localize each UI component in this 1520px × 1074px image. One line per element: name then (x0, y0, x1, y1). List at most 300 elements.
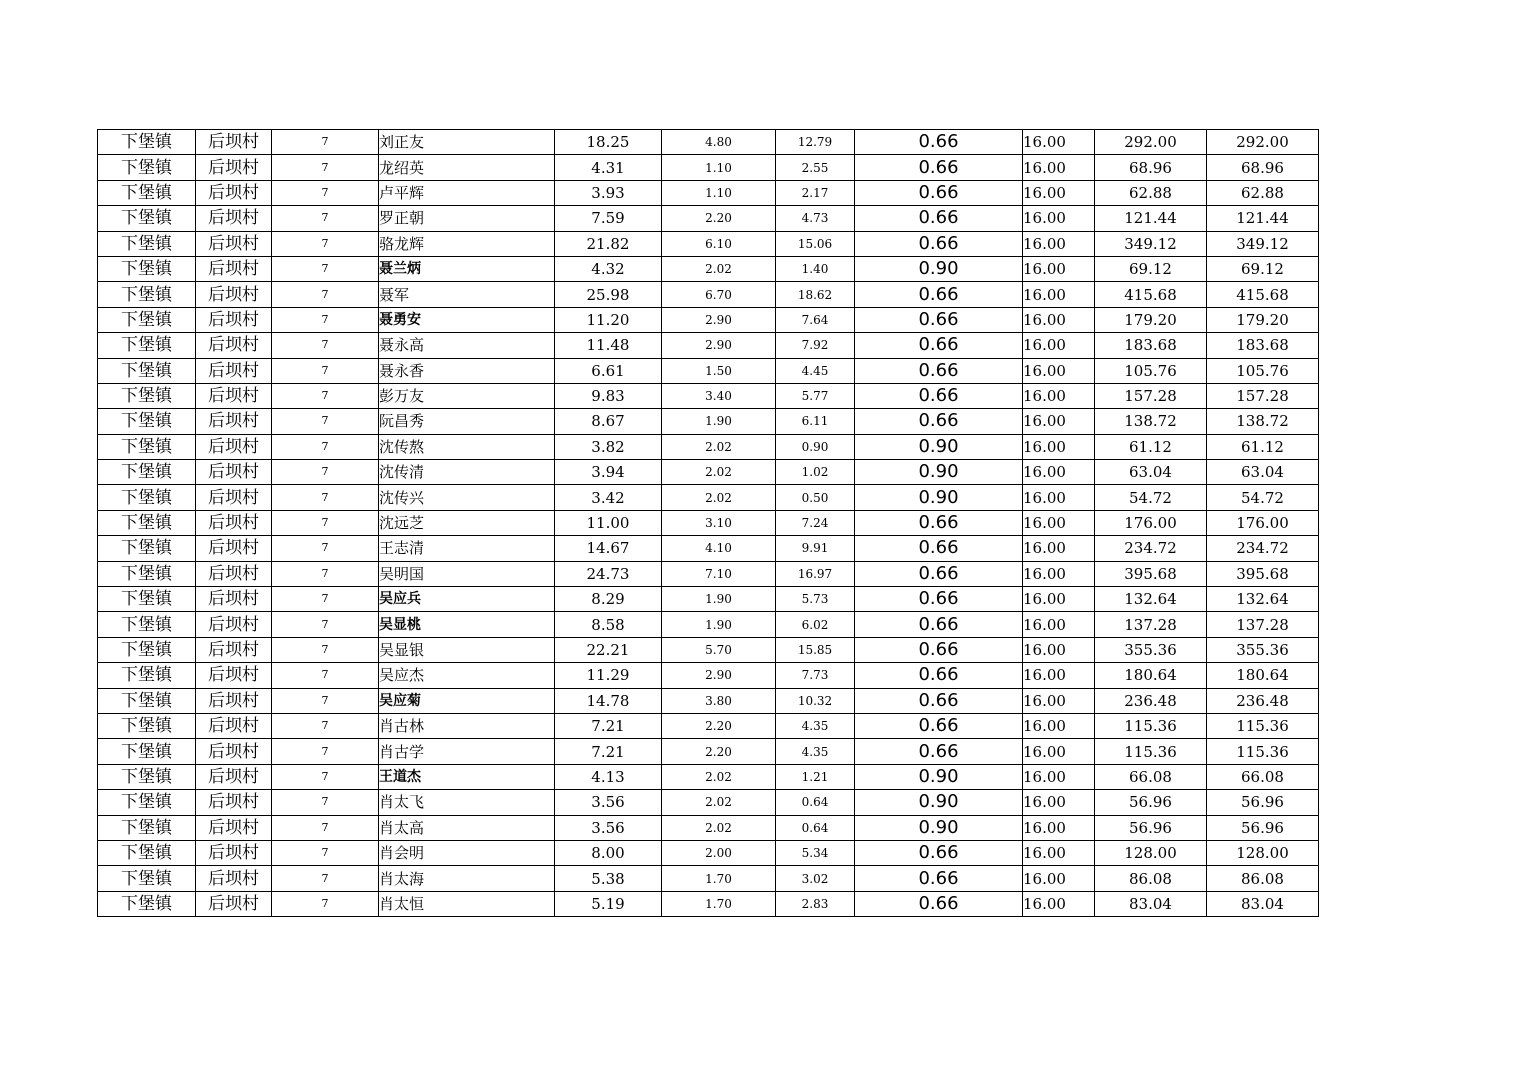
cell-village: 后坝村 (196, 409, 272, 434)
cell-value-1: 21.82 (555, 231, 662, 256)
cell-village: 后坝村 (196, 231, 272, 256)
cell-value-2: 1.70 (662, 866, 776, 891)
table-row (98, 333, 1319, 358)
table-row (98, 815, 1319, 840)
cell-value-4: 0.66 (855, 282, 1023, 307)
table-row (98, 866, 1319, 891)
cell-value-4: 0.66 (855, 231, 1023, 256)
cell-value-3: 7.73 (776, 663, 855, 688)
cell-village: 后坝村 (196, 840, 272, 865)
cell-town: 下堡镇 (98, 713, 196, 738)
cell-value-1: 3.56 (555, 815, 662, 840)
table-row (98, 764, 1319, 789)
cell-value-5: 16.00 (1023, 434, 1095, 459)
cell-town: 下堡镇 (98, 333, 196, 358)
cell-village: 后坝村 (196, 891, 272, 916)
cell-value-1: 18.25 (555, 130, 662, 155)
cell-village: 后坝村 (196, 510, 272, 535)
cell-group: 7 (272, 587, 379, 612)
cell-group: 7 (272, 663, 379, 688)
cell-name: 王道杰 (379, 764, 555, 789)
cell-value-3: 0.64 (776, 815, 855, 840)
cell-name: 聂军 (379, 282, 555, 307)
cell-value-2: 2.02 (662, 434, 776, 459)
cell-town: 下堡镇 (98, 383, 196, 408)
cell-value-5: 16.00 (1023, 713, 1095, 738)
cell-group: 7 (272, 510, 379, 535)
cell-value-6: 349.12 (1095, 231, 1207, 256)
cell-value-4: 0.66 (855, 561, 1023, 586)
cell-name: 彭万友 (379, 383, 555, 408)
table-row (98, 256, 1319, 281)
cell-value-1: 9.83 (555, 383, 662, 408)
cell-value-7: 54.72 (1207, 485, 1319, 510)
cell-value-1: 11.48 (555, 333, 662, 358)
cell-value-1: 11.20 (555, 307, 662, 332)
cell-value-7: 176.00 (1207, 510, 1319, 535)
cell-value-7: 292.00 (1207, 130, 1319, 155)
cell-value-3: 0.64 (776, 790, 855, 815)
cell-value-6: 180.64 (1095, 663, 1207, 688)
cell-value-2: 6.70 (662, 282, 776, 307)
cell-name: 吴明国 (379, 561, 555, 586)
cell-value-6: 355.36 (1095, 637, 1207, 662)
cell-value-4: 0.66 (855, 739, 1023, 764)
cell-value-5: 16.00 (1023, 180, 1095, 205)
cell-name: 骆龙辉 (379, 231, 555, 256)
cell-value-2: 1.90 (662, 587, 776, 612)
cell-value-2: 1.10 (662, 180, 776, 205)
cell-value-6: 292.00 (1095, 130, 1207, 155)
cell-value-1: 3.93 (555, 180, 662, 205)
cell-value-6: 236.48 (1095, 688, 1207, 713)
cell-value-6: 115.36 (1095, 739, 1207, 764)
cell-value-7: 56.96 (1207, 790, 1319, 815)
cell-value-5: 16.00 (1023, 155, 1095, 180)
cell-value-5: 16.00 (1023, 612, 1095, 637)
cell-value-6: 132.64 (1095, 587, 1207, 612)
cell-value-2: 4.80 (662, 130, 776, 155)
cell-name: 卢平辉 (379, 180, 555, 205)
cell-value-5: 16.00 (1023, 891, 1095, 916)
cell-value-3: 3.02 (776, 866, 855, 891)
cell-value-3: 2.17 (776, 180, 855, 205)
cell-village: 后坝村 (196, 587, 272, 612)
cell-name: 沈传兴 (379, 485, 555, 510)
cell-value-1: 25.98 (555, 282, 662, 307)
cell-name: 聂永高 (379, 333, 555, 358)
cell-value-4: 0.66 (855, 409, 1023, 434)
cell-value-7: 180.64 (1207, 663, 1319, 688)
cell-value-4: 0.90 (855, 764, 1023, 789)
cell-value-1: 3.94 (555, 460, 662, 485)
cell-group: 7 (272, 155, 379, 180)
cell-town: 下堡镇 (98, 637, 196, 662)
cell-name: 王志清 (379, 536, 555, 561)
cell-value-4: 0.66 (855, 663, 1023, 688)
cell-value-4: 0.90 (855, 256, 1023, 281)
table-row (98, 536, 1319, 561)
cell-value-5: 16.00 (1023, 358, 1095, 383)
cell-name: 龙绍英 (379, 155, 555, 180)
cell-name: 吴应菊 (379, 688, 555, 713)
cell-village: 后坝村 (196, 536, 272, 561)
cell-value-1: 4.13 (555, 764, 662, 789)
cell-group: 7 (272, 866, 379, 891)
cell-value-7: 138.72 (1207, 409, 1319, 434)
table-row (98, 587, 1319, 612)
cell-value-6: 157.28 (1095, 383, 1207, 408)
cell-value-1: 6.61 (555, 358, 662, 383)
cell-value-6: 395.68 (1095, 561, 1207, 586)
cell-value-3: 0.50 (776, 485, 855, 510)
cell-town: 下堡镇 (98, 256, 196, 281)
cell-value-5: 16.00 (1023, 637, 1095, 662)
cell-value-3: 7.24 (776, 510, 855, 535)
cell-village: 后坝村 (196, 790, 272, 815)
cell-value-6: 56.96 (1095, 815, 1207, 840)
cell-value-5: 16.00 (1023, 790, 1095, 815)
cell-town: 下堡镇 (98, 688, 196, 713)
cell-value-2: 2.00 (662, 840, 776, 865)
cell-village: 后坝村 (196, 383, 272, 408)
cell-village: 后坝村 (196, 561, 272, 586)
cell-value-3: 0.90 (776, 434, 855, 459)
cell-value-5: 16.00 (1023, 383, 1095, 408)
cell-value-3: 2.83 (776, 891, 855, 916)
cell-name: 肖太飞 (379, 790, 555, 815)
cell-village: 后坝村 (196, 256, 272, 281)
cell-value-7: 157.28 (1207, 383, 1319, 408)
cell-value-6: 137.28 (1095, 612, 1207, 637)
cell-value-7: 236.48 (1207, 688, 1319, 713)
cell-value-3: 4.73 (776, 206, 855, 231)
cell-value-5: 16.00 (1023, 866, 1095, 891)
cell-value-3: 12.79 (776, 130, 855, 155)
cell-value-3: 4.45 (776, 358, 855, 383)
cell-town: 下堡镇 (98, 155, 196, 180)
cell-town: 下堡镇 (98, 561, 196, 586)
cell-value-2: 1.50 (662, 358, 776, 383)
cell-value-6: 415.68 (1095, 282, 1207, 307)
cell-value-7: 132.64 (1207, 587, 1319, 612)
cell-town: 下堡镇 (98, 358, 196, 383)
cell-value-7: 61.12 (1207, 434, 1319, 459)
cell-value-2: 6.10 (662, 231, 776, 256)
cell-value-5: 16.00 (1023, 739, 1095, 764)
cell-name: 罗正朝 (379, 206, 555, 231)
cell-group: 7 (272, 409, 379, 434)
cell-value-6: 121.44 (1095, 206, 1207, 231)
cell-value-6: 54.72 (1095, 485, 1207, 510)
cell-village: 后坝村 (196, 815, 272, 840)
cell-value-5: 16.00 (1023, 130, 1095, 155)
cell-town: 下堡镇 (98, 612, 196, 637)
cell-value-4: 0.66 (855, 536, 1023, 561)
cell-value-7: 115.36 (1207, 713, 1319, 738)
cell-value-1: 7.21 (555, 713, 662, 738)
cell-name: 沈远芝 (379, 510, 555, 535)
cell-value-1: 8.29 (555, 587, 662, 612)
cell-value-7: 69.12 (1207, 256, 1319, 281)
cell-value-1: 3.82 (555, 434, 662, 459)
cell-town: 下堡镇 (98, 587, 196, 612)
cell-town: 下堡镇 (98, 840, 196, 865)
cell-value-7: 183.68 (1207, 333, 1319, 358)
cell-value-4: 0.66 (855, 866, 1023, 891)
cell-value-5: 16.00 (1023, 333, 1095, 358)
cell-value-5: 16.00 (1023, 409, 1095, 434)
cell-value-2: 3.80 (662, 688, 776, 713)
cell-town: 下堡镇 (98, 536, 196, 561)
table-row (98, 739, 1319, 764)
cell-value-4: 0.66 (855, 383, 1023, 408)
cell-value-6: 234.72 (1095, 536, 1207, 561)
table-row (98, 460, 1319, 485)
cell-village: 后坝村 (196, 866, 272, 891)
cell-value-5: 16.00 (1023, 485, 1095, 510)
cell-group: 7 (272, 333, 379, 358)
cell-value-1: 4.31 (555, 155, 662, 180)
cell-name: 聂永香 (379, 358, 555, 383)
table-row (98, 307, 1319, 332)
cell-value-7: 63.04 (1207, 460, 1319, 485)
cell-value-2: 2.02 (662, 790, 776, 815)
table-row (98, 840, 1319, 865)
data-table (97, 129, 1319, 917)
cell-value-4: 0.90 (855, 815, 1023, 840)
cell-value-2: 1.70 (662, 891, 776, 916)
cell-value-4: 0.66 (855, 130, 1023, 155)
cell-value-1: 8.00 (555, 840, 662, 865)
table-row (98, 612, 1319, 637)
cell-value-5: 16.00 (1023, 307, 1095, 332)
cell-name: 肖太海 (379, 866, 555, 891)
cell-group: 7 (272, 561, 379, 586)
cell-value-4: 0.66 (855, 206, 1023, 231)
cell-value-3: 10.32 (776, 688, 855, 713)
cell-value-2: 3.10 (662, 510, 776, 535)
cell-value-1: 22.21 (555, 637, 662, 662)
cell-value-1: 14.67 (555, 536, 662, 561)
cell-value-3: 16.97 (776, 561, 855, 586)
cell-value-5: 16.00 (1023, 840, 1095, 865)
cell-name: 沈传清 (379, 460, 555, 485)
cell-value-1: 11.29 (555, 663, 662, 688)
cell-value-4: 0.66 (855, 307, 1023, 332)
cell-town: 下堡镇 (98, 790, 196, 815)
cell-town: 下堡镇 (98, 409, 196, 434)
cell-group: 7 (272, 256, 379, 281)
cell-group: 7 (272, 637, 379, 662)
cell-group: 7 (272, 764, 379, 789)
cell-village: 后坝村 (196, 206, 272, 231)
cell-town: 下堡镇 (98, 231, 196, 256)
cell-town: 下堡镇 (98, 764, 196, 789)
table-row (98, 485, 1319, 510)
cell-value-5: 16.00 (1023, 206, 1095, 231)
cell-village: 后坝村 (196, 358, 272, 383)
cell-value-2: 1.10 (662, 155, 776, 180)
cell-value-4: 0.66 (855, 358, 1023, 383)
cell-value-2: 2.90 (662, 333, 776, 358)
cell-value-2: 7.10 (662, 561, 776, 586)
cell-value-6: 69.12 (1095, 256, 1207, 281)
cell-value-6: 115.36 (1095, 713, 1207, 738)
cell-value-4: 0.66 (855, 637, 1023, 662)
cell-value-3: 6.02 (776, 612, 855, 637)
cell-value-3: 1.21 (776, 764, 855, 789)
cell-group: 7 (272, 180, 379, 205)
cell-value-7: 121.44 (1207, 206, 1319, 231)
table-body (98, 130, 1319, 917)
cell-town: 下堡镇 (98, 866, 196, 891)
cell-group: 7 (272, 231, 379, 256)
cell-name: 沈传熬 (379, 434, 555, 459)
cell-name: 吴应杰 (379, 663, 555, 688)
cell-value-3: 9.91 (776, 536, 855, 561)
cell-value-6: 105.76 (1095, 358, 1207, 383)
table-row (98, 206, 1319, 231)
cell-value-4: 0.90 (855, 434, 1023, 459)
cell-value-7: 83.04 (1207, 891, 1319, 916)
cell-group: 7 (272, 307, 379, 332)
table-row (98, 790, 1319, 815)
cell-value-4: 0.66 (855, 713, 1023, 738)
cell-value-3: 7.92 (776, 333, 855, 358)
cell-value-6: 56.96 (1095, 790, 1207, 815)
cell-town: 下堡镇 (98, 663, 196, 688)
cell-name: 肖太恒 (379, 891, 555, 916)
cell-town: 下堡镇 (98, 307, 196, 332)
cell-value-2: 2.02 (662, 460, 776, 485)
cell-value-1: 7.21 (555, 739, 662, 764)
cell-village: 后坝村 (196, 485, 272, 510)
cell-value-1: 3.56 (555, 790, 662, 815)
cell-name: 肖古学 (379, 739, 555, 764)
cell-name: 肖会明 (379, 840, 555, 865)
cell-value-3: 6.11 (776, 409, 855, 434)
cell-value-2: 5.70 (662, 637, 776, 662)
cell-town: 下堡镇 (98, 739, 196, 764)
cell-name: 刘正友 (379, 130, 555, 155)
cell-group: 7 (272, 460, 379, 485)
cell-village: 后坝村 (196, 612, 272, 637)
cell-value-2: 3.40 (662, 383, 776, 408)
cell-value-6: 179.20 (1095, 307, 1207, 332)
cell-value-1: 8.67 (555, 409, 662, 434)
table-row (98, 561, 1319, 586)
cell-value-6: 176.00 (1095, 510, 1207, 535)
cell-value-6: 183.68 (1095, 333, 1207, 358)
cell-group: 7 (272, 739, 379, 764)
cell-town: 下堡镇 (98, 282, 196, 307)
cell-village: 后坝村 (196, 688, 272, 713)
cell-name: 吴应兵 (379, 587, 555, 612)
table-row (98, 409, 1319, 434)
table-row (98, 688, 1319, 713)
cell-value-6: 61.12 (1095, 434, 1207, 459)
cell-town: 下堡镇 (98, 206, 196, 231)
cell-name: 聂勇安 (379, 307, 555, 332)
cell-village: 后坝村 (196, 460, 272, 485)
cell-group: 7 (272, 536, 379, 561)
cell-value-5: 16.00 (1023, 256, 1095, 281)
cell-value-4: 0.66 (855, 180, 1023, 205)
table-row (98, 130, 1319, 155)
cell-name: 阮昌秀 (379, 409, 555, 434)
cell-group: 7 (272, 815, 379, 840)
cell-value-5: 16.00 (1023, 510, 1095, 535)
table-row (98, 282, 1319, 307)
cell-village: 后坝村 (196, 739, 272, 764)
cell-value-6: 66.08 (1095, 764, 1207, 789)
cell-value-2: 2.20 (662, 713, 776, 738)
cell-value-3: 5.34 (776, 840, 855, 865)
cell-value-7: 179.20 (1207, 307, 1319, 332)
cell-value-4: 0.66 (855, 333, 1023, 358)
cell-name: 吴显银 (379, 637, 555, 662)
cell-value-4: 0.66 (855, 688, 1023, 713)
cell-value-3: 7.64 (776, 307, 855, 332)
cell-village: 后坝村 (196, 713, 272, 738)
cell-town: 下堡镇 (98, 180, 196, 205)
cell-value-6: 68.96 (1095, 155, 1207, 180)
cell-value-5: 16.00 (1023, 561, 1095, 586)
cell-value-7: 355.36 (1207, 637, 1319, 662)
cell-value-3: 5.73 (776, 587, 855, 612)
cell-value-2: 4.10 (662, 536, 776, 561)
cell-value-2: 2.02 (662, 485, 776, 510)
cell-value-2: 2.90 (662, 307, 776, 332)
table-row (98, 510, 1319, 535)
cell-value-5: 16.00 (1023, 282, 1095, 307)
table-row (98, 383, 1319, 408)
cell-value-4: 0.90 (855, 790, 1023, 815)
cell-value-6: 128.00 (1095, 840, 1207, 865)
cell-value-3: 4.35 (776, 713, 855, 738)
cell-value-7: 115.36 (1207, 739, 1319, 764)
cell-group: 7 (272, 790, 379, 815)
cell-value-7: 56.96 (1207, 815, 1319, 840)
cell-value-4: 0.66 (855, 155, 1023, 180)
cell-value-7: 62.88 (1207, 180, 1319, 205)
cell-value-4: 0.90 (855, 485, 1023, 510)
cell-value-1: 3.42 (555, 485, 662, 510)
cell-village: 后坝村 (196, 282, 272, 307)
cell-value-3: 1.02 (776, 460, 855, 485)
cell-value-1: 5.19 (555, 891, 662, 916)
cell-group: 7 (272, 206, 379, 231)
cell-value-1: 8.58 (555, 612, 662, 637)
cell-value-3: 18.62 (776, 282, 855, 307)
cell-town: 下堡镇 (98, 510, 196, 535)
cell-value-5: 16.00 (1023, 688, 1095, 713)
cell-value-2: 1.90 (662, 409, 776, 434)
cell-town: 下堡镇 (98, 891, 196, 916)
cell-village: 后坝村 (196, 180, 272, 205)
cell-value-7: 68.96 (1207, 155, 1319, 180)
cell-value-4: 0.66 (855, 612, 1023, 637)
cell-value-7: 128.00 (1207, 840, 1319, 865)
cell-village: 后坝村 (196, 333, 272, 358)
table-row (98, 180, 1319, 205)
cell-group: 7 (272, 688, 379, 713)
table-row (98, 434, 1319, 459)
cell-value-5: 16.00 (1023, 815, 1095, 840)
table-row (98, 713, 1319, 738)
cell-name: 肖太高 (379, 815, 555, 840)
